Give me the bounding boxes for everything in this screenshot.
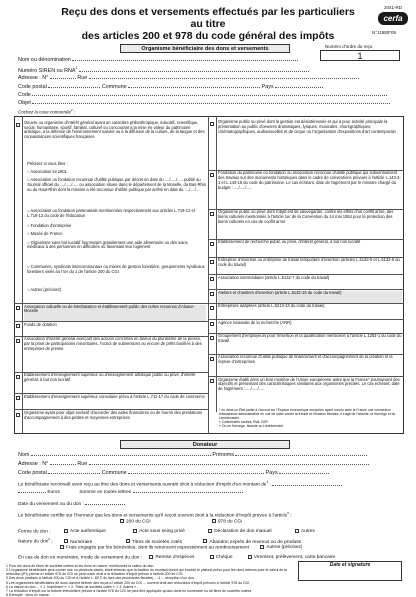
- left-organism-row-divider: [14, 321, 208, 322]
- certification-text: Le bénéficiaire certifie sur l'honneur que les dons et versements qu'il reçoit ouvrent droit à la réduction d'impôt prévue à l'article: [18, 513, 288, 519]
- left-organism-item-label: ○ Fondation d'entreprise: [27, 223, 72, 229]
- right-organism-checkbox-10[interactable]: [210, 336, 214, 340]
- beneficiary-code-field[interactable]: [32, 92, 387, 96]
- cerfa-number: N°11580*05: [372, 30, 396, 35]
- donor-address-label: Adresse :: [18, 461, 41, 467]
- left-organism-row-divider: [14, 393, 208, 394]
- left-organism-item-4: [24, 178, 206, 208]
- beneficiary-postcode-field[interactable]: [48, 84, 100, 88]
- beneficiary-city-label: Commune: [101, 84, 127, 90]
- right-organism-row-divider: [208, 319, 404, 320]
- donor-street-field[interactable]: [89, 461, 369, 465]
- form-private-label: Acte sous seing privé: [139, 529, 185, 535]
- right-organism-checkbox-11[interactable]: [210, 357, 214, 361]
- beneficiary-siren-row: [18, 66, 309, 74]
- donor-postcode-label: Code postal: [18, 470, 47, 476]
- beneficiary-siren-field[interactable]: [79, 68, 309, 72]
- payment-mode-label: En cas de don en numéraire, mode de versement du don :: [18, 555, 142, 561]
- receipt-number-field[interactable]: 1: [320, 50, 400, 61]
- left-organism-item-label: Oeuvre ou organisme d'intérêt général ayant un caractère philanthropique, éducatif, scientifique, social, humanitaire, sportif, familial, culturel ou concourant à la mise en valeur du patrimoine artistique, à la défense de l'environnement naturel ou à la diffusion de la culture, de la langue et des connaissances scientifiques françaises: [24, 119, 205, 140]
- left-organism-item-1: [24, 121, 206, 160]
- right-organism-item-5: [218, 258, 402, 274]
- donation-date-field[interactable]: [85, 501, 125, 505]
- beneficiary-name-label: Nom ou dénomination: [18, 57, 71, 63]
- donor-firstname-field[interactable]: [235, 452, 367, 456]
- form-manual-label: Déclaration de don manuel: [214, 529, 272, 535]
- signature-box[interactable]: [298, 561, 402, 581]
- right-organism-checkbox-5[interactable]: [210, 260, 214, 264]
- right-organism-checkbox-4[interactable]: [210, 242, 214, 246]
- right-organism-item-2: [218, 171, 402, 208]
- donor-name-label: Nom: [18, 452, 30, 458]
- right-organism-checkbox-8[interactable]: [210, 306, 214, 310]
- receipt-number-label: Numéro d'ordre du reçu: [325, 44, 373, 49]
- left-organism-row-divider: [14, 409, 208, 410]
- right-organism-item-4: [218, 240, 402, 256]
- nature-other-label: Autres (précisez): [266, 545, 303, 551]
- cerfa-logo: cerfa: [378, 12, 408, 25]
- nature-shares-checkbox[interactable]: [126, 539, 130, 543]
- donor-city-field[interactable]: [128, 470, 264, 474]
- mode-cash-checkbox[interactable]: [149, 555, 153, 559]
- donation-date-row: [18, 501, 125, 508]
- footnote-5: 6 La nature du don ... « 1. Numéraire », « 2. Titres de sociétés cotés », « 3. Autres » ...: [6, 584, 141, 589]
- payment-mode-row: [18, 555, 335, 561]
- donor-name-field[interactable]: [31, 452, 211, 456]
- right-organism-row-divider: [208, 289, 404, 290]
- right-organism-checkbox-12[interactable]: [210, 379, 214, 383]
- left-organism-row-divider: [14, 303, 208, 304]
- beneficiary-address-row: [18, 75, 359, 81]
- signature-label: Date et signature: [329, 562, 371, 568]
- nature-shares-label: Titres de sociétés cotés: [131, 539, 183, 545]
- donor-number-label: N°: [42, 461, 49, 467]
- donor-city-label: Commune: [101, 470, 127, 476]
- right-organism-row-divider: [208, 376, 404, 377]
- left-organism-item-10: [24, 288, 206, 303]
- cgi-200-checkbox[interactable]: [120, 519, 124, 523]
- beneficiary-country-field[interactable]: [275, 84, 323, 88]
- left-organism-checkbox-14[interactable]: [16, 375, 20, 379]
- beneficiary-section-title: Organisme bénéficiaire des dons et versements: [120, 44, 290, 53]
- check-box-instruction-label: Cochez la case concernée: [18, 109, 72, 115]
- left-organism-row-divider: [14, 336, 208, 337]
- left-organism-item-5: [24, 209, 206, 222]
- form-private-checkbox[interactable]: [133, 529, 137, 533]
- left-organism-item-14: [24, 373, 206, 393]
- received-statement-text: Le bénéficiaire reconnaît avoir reçu au titre des dons et versements ouvrant droit à réduction d'impôt d'un montant de: [18, 482, 267, 488]
- left-organism-checkbox-1[interactable]: [16, 123, 20, 127]
- received-footnote-ref: 3: [266, 480, 269, 484]
- left-organism-row-divider: [14, 372, 208, 373]
- donor-received-statement: Le bénéficiaire reconnaît avoir reçu au titre des dons et versements ouvrant droit à réduction d'impôt d'un montant $de^3$ :: [18, 481, 342, 488]
- donation-amount-euros-field[interactable]: [18, 489, 46, 493]
- footnote-1: 1 Pour les dons de titres de sociétés cotées et les dons en nature, mentionnez la valeur du don.: [6, 564, 155, 568]
- nature-volunteer-costs-label: Frais engagés par les bénévoles, dont ils renoncent expressément au remboursement: [66, 545, 249, 551]
- form-number: 2041-RD: [384, 5, 403, 10]
- beneficiary-street-field[interactable]: [89, 75, 359, 79]
- right-organism-row-divider: [208, 354, 404, 355]
- left-organism-checkbox-16[interactable]: [16, 413, 20, 417]
- right-organism-item-label: Ateliers et chantiers d'insertion (article L.5132-15 du code du travail): [218, 289, 342, 295]
- left-organism-item-11: [24, 305, 206, 321]
- left-organism-item-label: ○ Association loi 1901: [27, 169, 67, 175]
- beneficiary-country-label: Pays: [261, 84, 274, 90]
- right-organism-item-11: [218, 355, 402, 376]
- check-box-instruction: Cochez la case concernée$^2$ :: [18, 108, 76, 115]
- check-box-footnote-ref: 2: [71, 108, 73, 112]
- footnote-6: 7 La réduction d'impôt sur la fortune immobilière prévue à l'article 978 du CGI ne peut être appliquée qu'aux dons en numéraire ou de titres de sociétés cotées.: [6, 588, 253, 593]
- beneficiary-name-row: [18, 57, 298, 63]
- mode-cheque-checkbox[interactable]: [210, 555, 214, 559]
- beneficiary-siren-label: Numéro SIREN ou RNA: [18, 67, 76, 74]
- cgi-978-label: 978 du CGI: [217, 519, 243, 525]
- mode-cash-label: Remise d'espèces: [155, 555, 195, 561]
- right-organism-item-label: Entreprise d'insertion ou entreprise de travail temporaire d'insertion (articles L.5132-5 et L.5132-6 du code du travail): [218, 257, 400, 267]
- nature-other-checkbox[interactable]: [260, 545, 264, 549]
- left-organism-item-label: ○ Association ou fondation reconnue d'utilité publique par décret en date du ..../...../..... publié au Journal officiel du ..../...../..... ou association située dans le département de la Moselle, du Bas-Rhin ou du Haut-Rhin dont la mission a été reconnue d'utilité publique par arrêté en date du ..../..../....: [27, 177, 207, 192]
- left-organism-checkbox-13[interactable]: [16, 339, 20, 343]
- footnote-3: 3 Des dons (réalisés à l'article 200 du CGI et à l'article L. 80 C du livre des procédures fiscales) ... 4 ... réception d'un don.: [6, 576, 195, 581]
- beneficiary-city-field[interactable]: [128, 84, 260, 88]
- donation-form-row: [18, 529, 315, 535]
- right-organism-item-label: Fondation du patrimoine ou fondation ou association reconnue d'utilité publique qui subventionnent des travaux sur des monuments historiques dans le cadre de conventions prévues à l'article L.143-2-1 et L.143-15 du code du patrimoine. Le cas échéant, date de l'agrément par le ministre chargé du budget : ..../...../.....: [218, 170, 401, 190]
- title-line-2: des articles 200 et 978 du code général des impôts: [81, 30, 335, 43]
- mode-transfer-checkbox[interactable]: [248, 555, 252, 559]
- nature-cash-checkbox[interactable]: [64, 539, 68, 543]
- donation-nature-label: Nature du don: [18, 539, 49, 545]
- amount-in-words-field[interactable]: [133, 489, 243, 493]
- donation-nature-row-2: [60, 545, 303, 551]
- donation-date-label: Date du versement ou du don :: [18, 502, 84, 507]
- right-organism-item-12: [218, 378, 402, 406]
- beneficiary-street-label: Rue: [77, 75, 88, 81]
- right-organism-row-divider: [208, 274, 404, 275]
- right-organism-checkbox-3[interactable]: [210, 212, 214, 216]
- right-organism-checkbox-1[interactable]: [210, 122, 214, 126]
- right-organism-row-divider: [208, 209, 404, 210]
- mode-cheque-label: Chèque: [215, 555, 233, 561]
- left-organism-item-label: ○ Musée de France: [27, 231, 63, 237]
- left-organism-item-13: [24, 337, 206, 371]
- donor-street-label: Rue: [77, 461, 88, 467]
- page-footnotes: [6, 564, 294, 597]
- donor-country-field[interactable]: [279, 470, 329, 474]
- right-organism-row-divider: [208, 239, 404, 240]
- right-organism-item-label: Agence nationale de la recherche (ANR): [218, 319, 292, 325]
- left-organism-item-label: ○ Organisme sans but lucratif fournissant gratuitement une aide alimentaire ou des soins médicaux à des personnes en difficultés ou favorisant leur logement: [27, 239, 188, 250]
- nature-footnote-ref: 6: [48, 537, 51, 541]
- left-organism-item-label: Organisme ayant pour objet exclusif d'accorder des aides financières ou de fournir des prestations d'accompagnement à des petites et moyennes entreprises: [24, 410, 203, 420]
- siren-footnote-ref: 1: [75, 66, 78, 70]
- right-organism-item-label: Association intermédiaire (article L.5132-7 du code du travail): [218, 274, 330, 280]
- donation-nature-row-1: Nature du don$^6$ : Numéraire Titres de sociétés cotés Abandon exprès de revenus ou de produits: [18, 537, 302, 545]
- right-organism-checkbox-6[interactable]: [210, 277, 214, 281]
- beneficiary-object-row: [18, 100, 390, 106]
- beneficiary-postcode-label: Code postal: [18, 84, 47, 90]
- beneficiary-name-field[interactable]: [72, 57, 298, 61]
- left-organism-item-label: Établissement d'enseignement supérieur consulaire prévu à l'article L.711-17 du code de commerce: [24, 393, 205, 399]
- right-organism-item-label: Association reconnue d'utilité publique de financement et d'accompagnement de la création et la reprise d'entreprises: [218, 354, 393, 364]
- cgi-article-options: [120, 519, 242, 525]
- right-organism-item-9: [218, 321, 402, 333]
- left-organism-item-label: Fonds de dotation: [24, 321, 57, 327]
- right-organism-row-divider: [208, 257, 404, 258]
- left-organism-item-8: [24, 241, 206, 264]
- certification-footnote-ref: 5: [287, 511, 289, 515]
- beneficiary-object-field[interactable]: [32, 100, 390, 104]
- left-organism-item-label: Établissement d'enseignement supérieur ou d'enseignement artistique public ou privé, d'intérêt général, à but non lucratif: [24, 372, 196, 383]
- left-organism-item-16: [24, 411, 206, 434]
- left-organism-checkbox-15[interactable]: [16, 396, 20, 400]
- nature-income-waiver-label: Abandon exprès de revenus ou de produits: [209, 539, 302, 545]
- right-organism-item-label: Organisme public ou privé dont l'objet est de sauvegarder, contre les effets d'un conflit armé, des biens culturels mentionnés à l'article 1er de la Convention du 14 mai 1954 pour la protection des biens culturels en cas de conflit armé: [218, 209, 394, 224]
- cgi-978-checkbox[interactable]: [212, 519, 216, 523]
- right-organism-row-divider: [208, 170, 404, 171]
- right-organism-item-label: Entreprises adaptées (article L.5213-13 du code du travail): [218, 303, 325, 309]
- cgi-200-label: 200 du CGI: [126, 519, 151, 525]
- right-organism-item-8: [218, 304, 402, 319]
- form-other-label: Autres: [300, 529, 315, 535]
- right-checkbox-column-divider: [216, 116, 217, 412]
- right-footnote-3: » Ou en Norvège, Islande ou Liechtenstein: [219, 423, 284, 428]
- right-organism-item-label: Groupement d'employeurs pour l'insertion et la qualification mentionné à l'article L.1253-1 du code du travail: [218, 333, 402, 344]
- nature-volunteer-costs-checkbox[interactable]: [60, 545, 64, 549]
- left-organism-checkbox-12[interactable]: [16, 324, 20, 328]
- form-other-checkbox[interactable]: [295, 529, 299, 533]
- beneficiary-city-row: [18, 84, 323, 90]
- mode-transfer-label: Virement, prélèvement, carte bancaire: [253, 555, 336, 561]
- right-column-footnotes: [219, 409, 401, 429]
- footnote-4: 5 Les organismes bénéficiaires de dons doivent délivrer des reçus à l'article 200 du CGI ... ouvrent droit aux réductions d'impôt prévues à l'article 978 du CGI.: [6, 580, 251, 585]
- footnote-2: 2 L'organisme bénéficiaire peut cocher une ou plusieurs cases, étant entendu que la fraction du montant donné qui excède le plafond prévu pour les dons retenus pour le calcul de la réduction (IFI) prévue à l'article 978 du CGI ne peut ouvrir droit à la réduction d'impôt prévue à l'article 200 du CGI.: [6, 568, 287, 577]
- right-organism-item-3: [218, 210, 402, 238]
- right-organism-checkbox-2[interactable]: [210, 173, 214, 177]
- euros-label: Euros: [47, 490, 60, 495]
- certification-statement: Le bénéficiaire certifie sur l'honneur que les dons et versements qu'il reçoit ouvrent droit à la réduction d'impôt prévue à l'article$^5$ :: [18, 511, 292, 519]
- left-organism-item-9: [24, 265, 206, 286]
- footnote-7: 8 Exemple : dons en nature.: [6, 592, 50, 597]
- right-organism-row-divider: [208, 303, 404, 304]
- nature-income-waiver-checkbox[interactable]: [203, 539, 207, 543]
- right-organism-item-label: Organisme établi dans un Etat membre de l'Union européenne autre que la France* poursuivant des objectifs et présentant des caractéristiques similaires aux organismes précités. Le cas échéant, date de l'agrément : ..../...../.....: [218, 376, 400, 392]
- donor-firstname-label: Prénoms: [212, 452, 234, 458]
- amount-in-words-label: Somme en toutes lettres: [79, 490, 132, 495]
- form-authentic-checkbox[interactable]: [64, 529, 68, 533]
- beneficiary-code-label: Code: [18, 92, 31, 98]
- form-title: [58, 6, 358, 42]
- left-organism-item-label: Association cultuelle ou de bienfaisance et établissement public des cultes reconnus d'Alsace-Moselle: [24, 303, 195, 314]
- donation-amount-field[interactable]: [272, 482, 342, 486]
- beneficiary-object-label: Objet: [18, 100, 31, 106]
- nature-cash-label: Numéraire: [70, 539, 93, 545]
- left-organism-item-label: ○ Autres (précisez): [27, 287, 62, 293]
- right-organism-row-divider: [208, 333, 404, 334]
- title-line-1: Reçu des dons et versements effectués par les particuliers au titre: [61, 6, 355, 31]
- donor-section-title: Donateur: [120, 440, 290, 449]
- left-organism-item-12: [24, 323, 206, 336]
- left-checkbox-column-divider: [22, 116, 23, 434]
- right-organism-item-7: [218, 291, 402, 303]
- donor-country-label: Pays: [265, 470, 278, 476]
- donor-name-row: [18, 452, 367, 458]
- right-organism-checkbox-9[interactable]: [210, 322, 214, 326]
- right-organism-item-label: Établissement de recherche public ou privé, d'intérêt général, à but non lucratif: [218, 239, 361, 245]
- right-organism-item-1: [218, 120, 402, 169]
- left-organism-item-label: Précisez si vous êtes :: [27, 160, 68, 166]
- left-organism-item-label: ○ Communes, syndicats intercommunaux ou mixtes de gestion forestière, groupements syndicaux forestiers visés au I ter du 1 de l'article 200 du CGI: [27, 264, 205, 274]
- donation-amount-row: [18, 489, 243, 496]
- right-organism-item-label: Organisme public ou privé dont la gestion est désintéressée et qui a pour activité principale la présentation au public d'oeuvres dramatiques, lyriques, musicales, chorégraphiques, cinématographiques, audiovisuelles et de cirque ou l'organisation d'expositions d'art contemporain: [218, 119, 396, 135]
- right-footnote-2: » Collectivités locales, Etat, DDF.: [219, 419, 269, 424]
- right-organism-item-6: [218, 276, 402, 289]
- form-manual-checkbox[interactable]: [208, 529, 212, 533]
- left-organism-item-label: ○ Association ou fondation partenariale mentionnées respectivement aux articles L.719-12 et L.719-13 du code de l'éducation: [27, 208, 195, 219]
- left-organism-checkbox-11[interactable]: [16, 306, 20, 310]
- donor-city-row: [18, 470, 329, 476]
- beneficiary-address-label: Adresse :: [18, 75, 41, 81]
- beneficiary-code-row: [18, 92, 387, 98]
- left-organism-item-label: Association d'intérêt général exerçant des actions concrètes en faveur du pluralisme de la presse, par la prise de participations minoritaires, l'octroi de subventions ou encore de prêts bonifiés à des entreprises de presse: [24, 336, 202, 351]
- left-organism-item-15: [24, 395, 206, 410]
- right-organism-item-10: [218, 334, 402, 353]
- beneficiary-number-field[interactable]: [50, 75, 76, 79]
- donor-address-row: [18, 461, 369, 467]
- right-footnote-1: * ou dans un État partie à l'accord sur l'Espace économique européen ayant conclu avec la France une convention d'assistance administrative en vue de lutter contre la fraude et l'évasion fiscales. Il s'agit de l'Islande, la Norvège et du Liechtenstein.: [219, 408, 396, 420]
- donor-postcode-field[interactable]: [48, 470, 100, 474]
- donor-number-field[interactable]: [50, 461, 76, 465]
- donation-form-label: Forme du don :: [18, 529, 51, 535]
- form-authentic-label: Acte authentique: [69, 529, 106, 535]
- right-organism-checkbox-7[interactable]: [210, 292, 214, 296]
- beneficiary-number-label: N°: [42, 75, 49, 81]
